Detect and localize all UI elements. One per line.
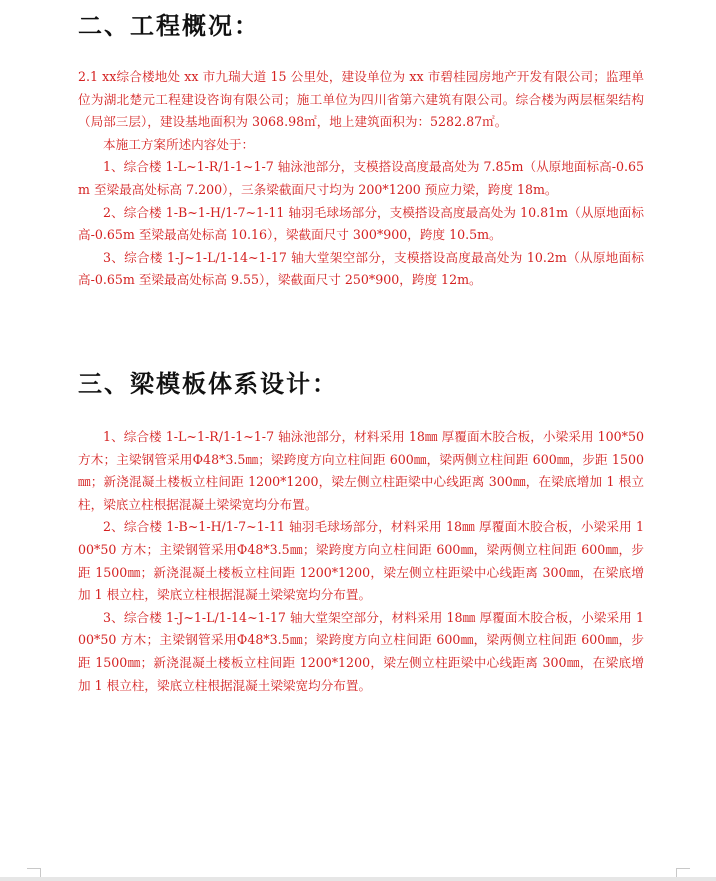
formwork-item-pool: 1、综合楼 1-L~1-R/1-1~1-7 轴泳池部分，材料采用 18㎜ 厚覆面木胶合板，小梁采用 100*50 方木；主梁钢管采用Ф48*3.5㎜；梁跨度方向立柱间距 600㎜，梁两侧立柱间距 600㎜，步距 1500㎜；新浇混凝土楼板立柱间距 1200*1200，梁左侧立柱距梁中心线距离 300㎜，在梁底增加 1 根立柱，梁底立柱根据混凝土梁梁宽均分布置。 — [78, 429, 644, 512]
scope-item-badminton: 2、综合楼 1-B~1-H/1-7~1-11 轴羽毛球场部分，支模搭设高度最高处为 10.81m（从原地面标高-0.65m 至梁最高处标高 10.16），梁截面尺寸 300*900，跨度 10.5m。 — [78, 204, 644, 243]
page-bottom-edge — [0, 877, 716, 881]
section-heading-project-overview: 二、工程概况： — [78, 11, 260, 40]
scope-item-pool: 1、综合楼 1-L~1-R/1-1~1-7 轴泳池部分，支模搭设高度最高处为 7.85m（从原地面标高-0.65m 至梁最高处标高 7.200），三条梁截面尺寸均为 200*1200 预应力梁，跨度 18m。 — [78, 159, 644, 197]
formwork-item-lobby: 3、综合楼 1-J~1-L/1-14~1-17 轴大堂架空部分，材料采用 18㎜ 厚覆面木胶合板，小梁采用 100*50 方木；主梁钢管采用Ф48*3.5㎜；梁跨度方向立柱间距 600㎜，梁两侧立柱间距 600㎜，步距 1500㎜；新浇混凝土楼板立柱间距 1200*1200，梁左侧立柱距梁中心线距离 300㎜，在梁底增加 1 根立柱，梁底立柱根据混凝土梁梁宽均分布置。 — [78, 609, 644, 693]
project-overview-paragraph: 2.1 xx综合楼地处 xx 市九瑞大道 15 公里处，建设单位为 xx 市碧桂园房地产开发有限公司；监理单位为湖北楚元工程建设咨询有限公司；施工单位为四川省第六建筑有限公司。综合楼为两层框架结构（局部三层），建设基地面积为 3068.98㎡，地上建筑面积为：5282.87㎡。 — [78, 69, 644, 130]
section-heading-beam-formwork: 三、梁模板体系设计： — [78, 369, 338, 398]
beam-formwork-body — [78, 426, 644, 697]
crop-mark-right-horizontal — [677, 868, 690, 869]
crop-mark-left-horizontal — [27, 868, 40, 869]
formwork-item-badminton: 2、综合楼 1-B~1-H/1-7~1-11 轴羽毛球场部分，材料采用 18㎜ 厚覆面木胶合板，小梁采用 100*50 方木；主梁钢管采用Ф48*3.5㎜；梁跨度方向立柱间距 600㎜，梁两侧立柱间距 600㎜，步距 1500㎜；新浇混凝土楼板立柱间距 1200*1200，梁左侧立柱距梁中心线距离 300㎜，在梁底增加 1 根立柱，梁底立柱根据混凝土梁梁宽均分布置。 — [78, 519, 644, 603]
scope-intro-paragraph: 本施工方案所述内容处于： — [103, 136, 255, 152]
project-overview-body — [78, 66, 644, 292]
scope-item-lobby: 3、综合楼 1-J~1-L/1-14~1-17 轴大堂架空部分，支模搭设高度最高处为 10.2m（从原地面标高-0.65m 至梁最高处标高 9.55），梁截面尺寸 250*900，跨度 12m。 — [78, 249, 644, 288]
